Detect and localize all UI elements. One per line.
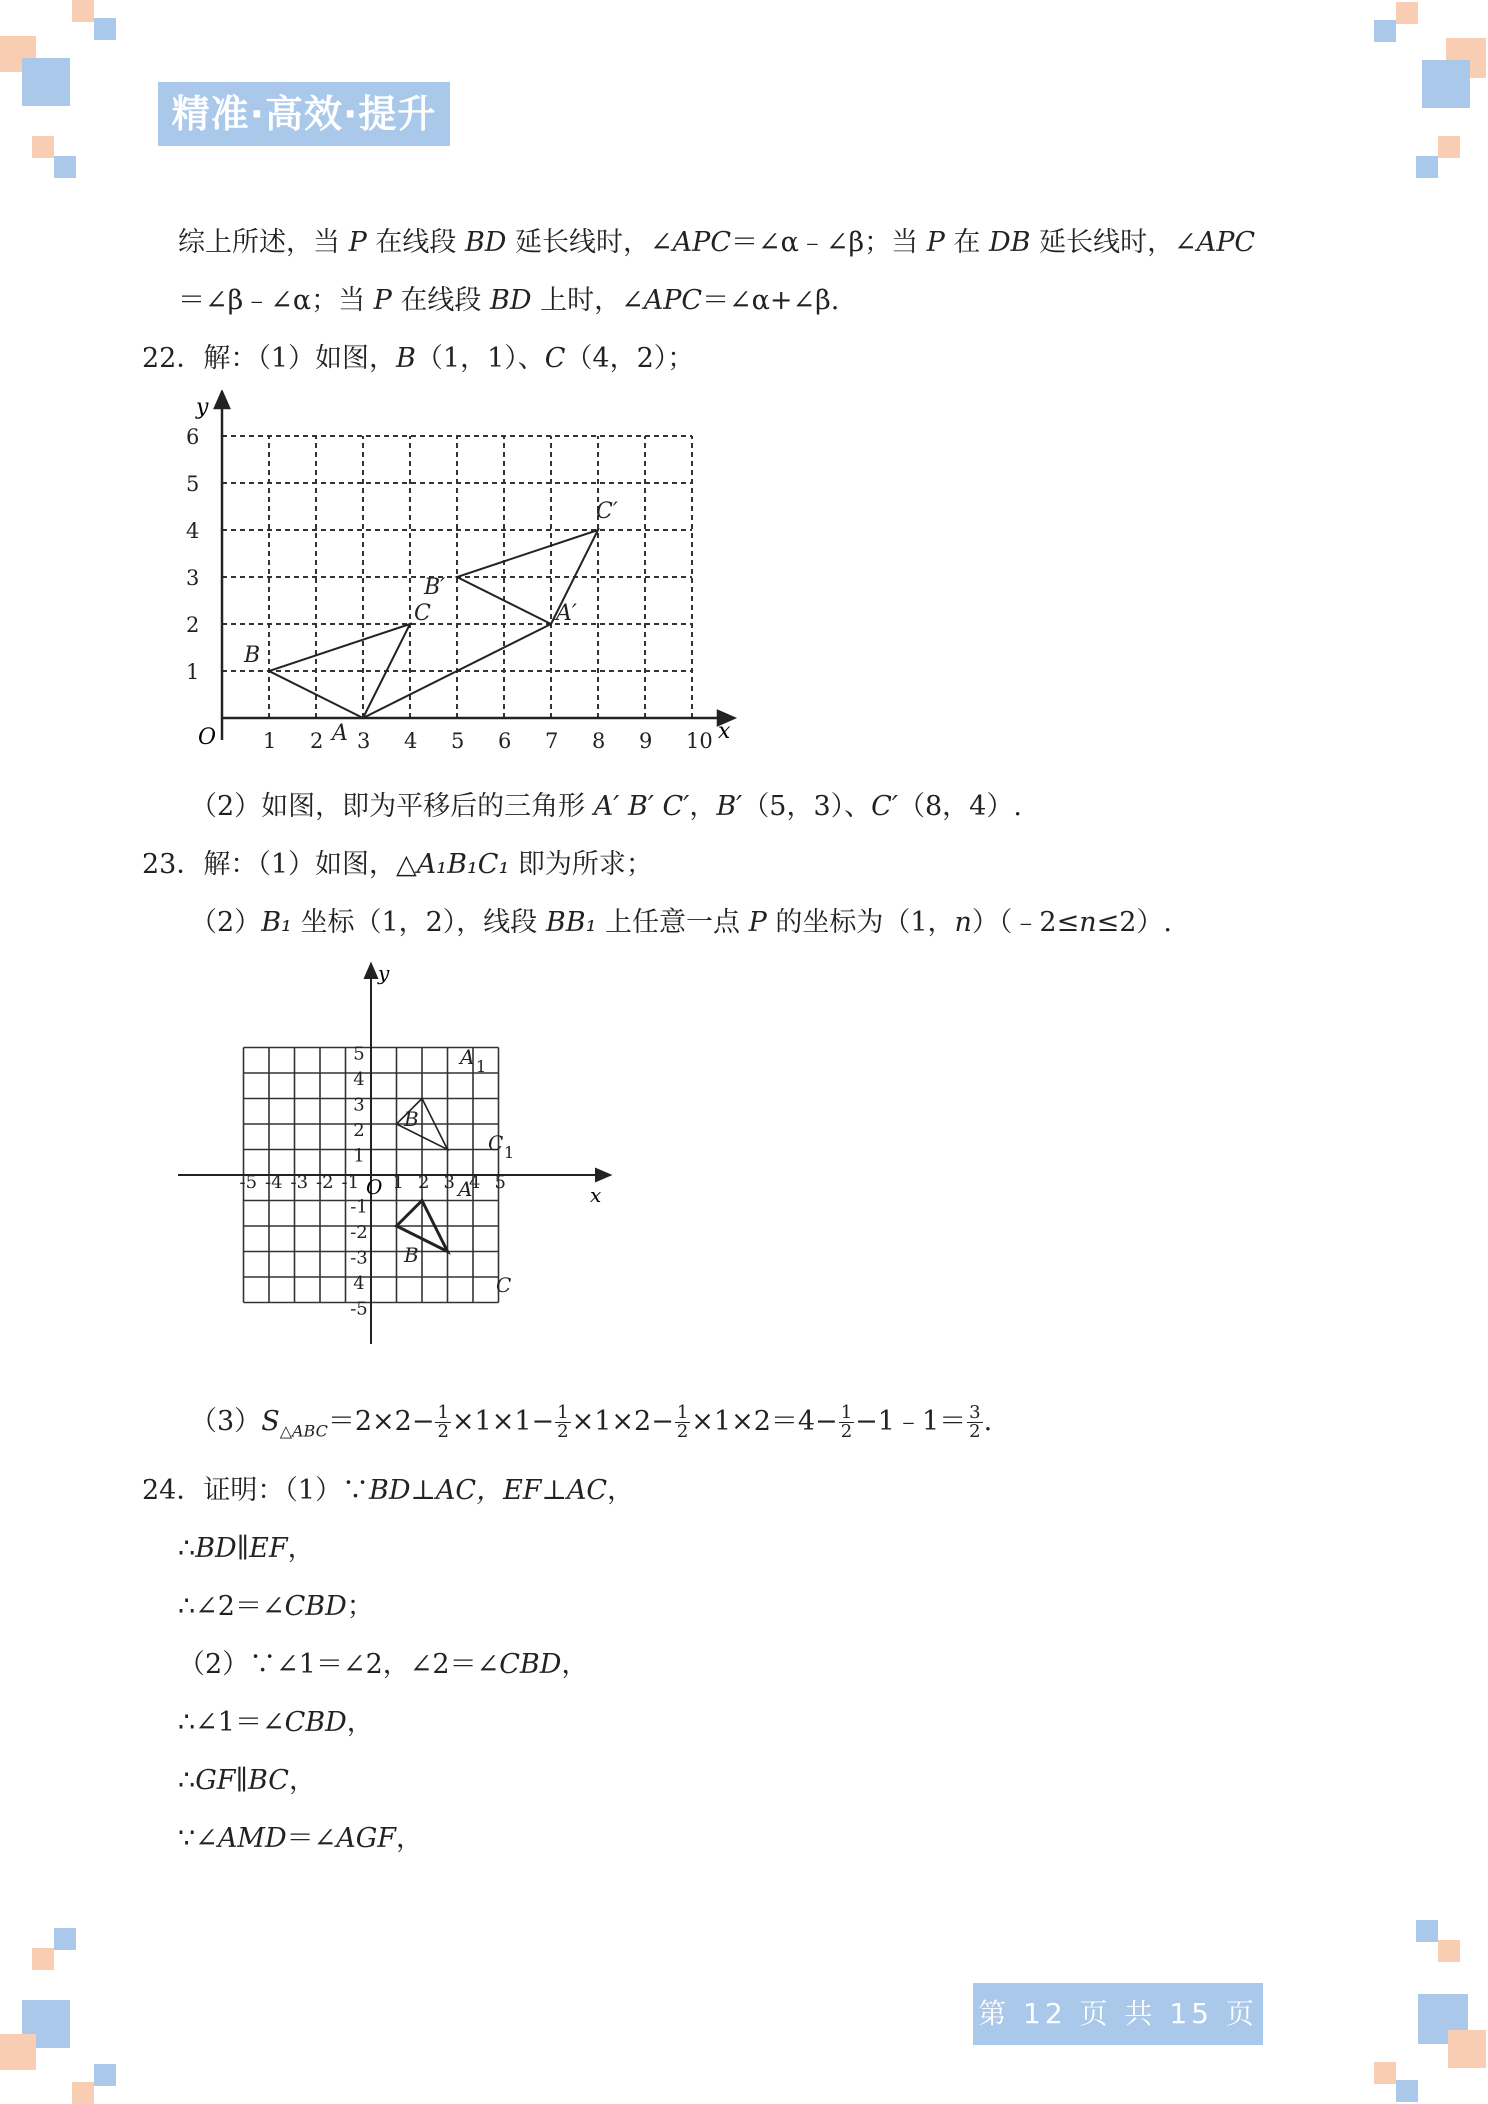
fig1-label-A1: A′	[556, 601, 577, 626]
fig1-axis-x-label: x	[718, 719, 731, 744]
fig2-label-A1-sub: 1	[476, 1057, 487, 1076]
fig2-x-tick: -2	[316, 1172, 334, 1193]
fig2-point-labels	[403, 1045, 514, 1297]
q22-line-2: （2）如图，即为平移后的三角形 A′ B′ C′，B′（5，3）、C′（8，4）.	[190, 791, 1022, 822]
summary-line-2: ＝∠β﹣∠α；当 P 在线段 BD 上时，∠APC＝∠α+∠β.	[178, 285, 840, 316]
q24-line-5: ∴∠1＝∠CBD，	[178, 1707, 374, 1738]
fig2-x-tick: 1	[392, 1172, 404, 1193]
q24-line-7: ∵∠AMD＝∠AGF，	[178, 1823, 424, 1854]
q24-line-1: 24．证明：（1）∵BD⊥AC，EF⊥AC，	[142, 1475, 635, 1506]
fig2-label-C1: C	[488, 1131, 504, 1155]
fig1-tick-labels	[186, 425, 713, 753]
fig2-origin-label: O	[366, 1175, 383, 1199]
fig2-y-tick: -3	[350, 1247, 368, 1269]
q24-line-2: ∴BD∥EF，	[178, 1533, 315, 1564]
fig1-y-tick: 5	[186, 472, 200, 496]
fig2-y-tick: -2	[350, 1222, 368, 1243]
fig2-label-A1: A	[460, 1045, 475, 1069]
fig1-y-tick: 6	[186, 425, 200, 449]
fig1-label-C: C	[414, 601, 431, 626]
fig2-x-tick: 5	[494, 1172, 506, 1193]
fig2-y-tick: 4	[353, 1069, 365, 1090]
fig1-axis-y-label: y	[196, 395, 209, 420]
fig2-y-tick: -1	[350, 1196, 368, 1218]
fig2-y-tick: 4	[353, 1273, 365, 1294]
figure-1-coordinate-plot	[178, 390, 738, 770]
fig1-label-A: A	[332, 721, 348, 746]
fig1-label-B1: B′	[424, 575, 446, 600]
fig1-x-tick: 6	[498, 729, 512, 753]
q23-line-1: 23．解：（1）如图，△A₁B₁C₁ 即为所求；	[142, 849, 653, 880]
q24-line-6: ∴GF∥BC，	[178, 1765, 316, 1796]
page-indicator: 第 12 页 共 15 页	[973, 1983, 1263, 2045]
fig1-axes	[215, 392, 734, 740]
fig2-x-tick: -5	[239, 1172, 258, 1193]
figure-2-coordinate-grid	[170, 960, 620, 1360]
fig2-x-tick: 3	[443, 1172, 455, 1193]
fig1-x-tick: 10	[686, 729, 713, 753]
q24-line-4: （2）∵∠1＝∠2，∠2＝∠CBD，	[178, 1649, 589, 1680]
fig1-x-tick: 1	[263, 729, 277, 753]
fig1-y-tick: 4	[186, 519, 200, 543]
fig1-x-tick: 9	[639, 729, 653, 753]
fig2-y-tick: -5	[350, 1298, 368, 1320]
fraction-half-3: $\frac{1}{2}$	[676, 1402, 689, 1442]
fig2-x-tick: 4	[469, 1172, 481, 1193]
fig1-y-tick: 2	[186, 613, 200, 637]
fraction-three-halves: $\frac{3}{2}$	[969, 1402, 981, 1442]
fig2-label-C: C	[496, 1273, 512, 1297]
fig2-label-A: A	[458, 1177, 473, 1201]
fig2-x-tick: -4	[265, 1172, 283, 1193]
fig2-label-B1: B	[404, 1107, 419, 1131]
fig2-axis-y-label: y	[378, 961, 390, 985]
fig1-x-tick: 7	[545, 729, 559, 753]
fig2-y-tick: 1	[353, 1145, 365, 1167]
fig2-x-tick: -1	[341, 1172, 360, 1193]
fig1-origin-label: O	[198, 725, 217, 750]
fraction-half-4: $\frac{1}{2}$	[840, 1402, 853, 1442]
fig1-x-tick: 5	[451, 729, 465, 753]
fig2-label-C1-sub: 1	[504, 1143, 515, 1162]
fig1-y-tick: 1	[186, 660, 200, 684]
fig2-y-tick: 3	[353, 1094, 365, 1116]
fig1-label-C1: C′	[596, 499, 618, 524]
summary-line-1: 综上所述，当 P 在线段 BD 延长线时，∠APC＝∠α﹣∠β；当 P 在 DB 延长线时，∠APC	[178, 227, 1256, 258]
q24-line-3: ∴∠2＝∠CBD；	[178, 1591, 374, 1622]
fig2-axis-x-label: x	[590, 1183, 602, 1207]
fig1-x-tick: 4	[404, 729, 418, 753]
q23-line-2: （2）B₁ 坐标（1，2），线段 BB₁ 上任意一点 P 的坐标为（1，n）（﹣2≤n≤2）.	[190, 907, 1172, 938]
fig2-x-tick: -3	[290, 1172, 309, 1193]
fig1-point-labels	[243, 499, 618, 746]
fraction-half-1: $\frac{1}{2}$	[437, 1402, 449, 1442]
fig1-label-B: B	[244, 643, 261, 668]
q23-line-3-area-formula: $(3)S_{\triangle ABC}=2\times 2-$ $\frac{1}{2}$ ×1×1− $\frac{1}{2}$ ×1×2− $\frac{1}{2}$ ×1×2＝4− $\frac{1}{2}$ −1﹣1＝ $\frac{3}{2}$ .	[190, 1402, 993, 1442]
fig1-x-tick: 8	[592, 729, 606, 753]
fraction-half-2: $\frac{1}{2}$	[557, 1402, 569, 1442]
fig2-label-B: B	[404, 1243, 419, 1267]
fig2-y-tick: 2	[353, 1120, 365, 1141]
fig1-x-tick: 2	[310, 729, 324, 753]
fig2-x-tick: 2	[418, 1172, 430, 1193]
fig1-x-tick: 3	[357, 729, 371, 753]
header-banner: 精准·高效·提升	[158, 82, 450, 146]
fig1-y-tick: 3	[186, 566, 200, 590]
fig2-y-tick: 5	[353, 1043, 365, 1065]
q22-line-1: 22．解：（1）如图，B（1，1）、C（4，2）；	[142, 343, 695, 374]
